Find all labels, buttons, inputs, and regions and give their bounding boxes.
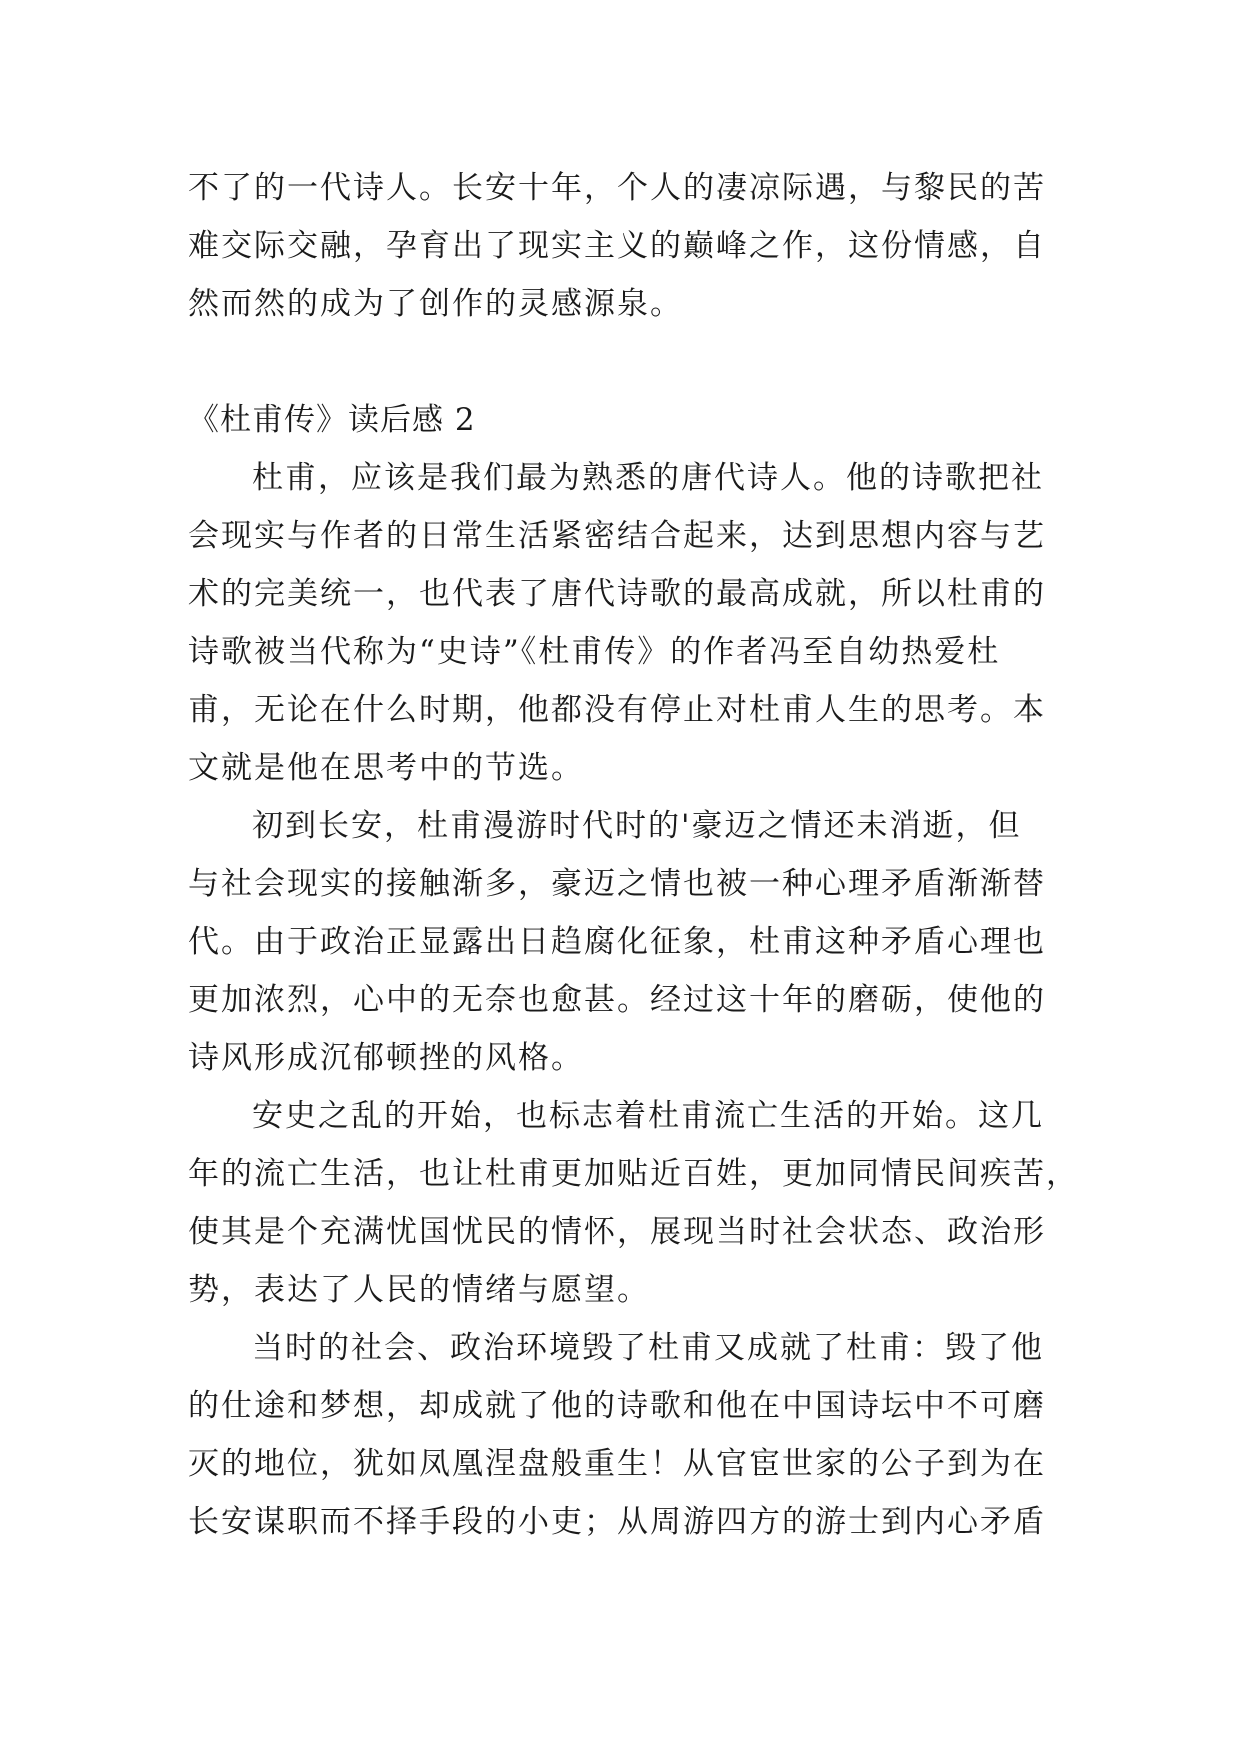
text-line: 当时的社会、政治环境毁了杜甫又成就了杜甫：毁了他: [252, 1330, 1044, 1366]
text-line: 杜甫，应该是我们最为熟悉的唐代诗人。他的诗歌把社: [252, 460, 1044, 496]
text-line: 文就是他在思考中的节选。: [188, 750, 584, 786]
text-line: 灭的地位，犹如凤凰涅盘般重生！从官宦世家的公子到为在: [188, 1446, 1046, 1482]
text-line: 势，表达了人民的情绪与愿望。: [188, 1272, 650, 1308]
text-line: 诗风形成沉郁顿挫的风格。: [188, 1040, 584, 1076]
text-line: 诗歌被当代称为“史诗”《杜甫传》的作者冯至自幼热爱杜: [188, 634, 1001, 670]
text-line: 难交际交融，孕育出了现实主义的巅峰之作，这份情感，自: [188, 228, 1046, 264]
text-line: 长安谋职而不择手段的小吏；从周游四方的游士到内心矛盾: [188, 1504, 1046, 1540]
text-line: 会现实与作者的日常生活紧密结合起来，达到思想内容与艺: [188, 518, 1046, 554]
document-page: [188, 159, 1079, 1551]
paragraph-4: [188, 1319, 1053, 1551]
paragraph-1: [188, 449, 1053, 797]
text-line: 安史之乱的开始，也标志着杜甫流亡生活的开始。这几: [252, 1098, 1044, 1134]
text-line: 甫，无论在什么时期，他都没有停止对杜甫人生的思考。本: [188, 692, 1046, 728]
paragraph-3: [188, 1087, 1079, 1319]
text-line: 使其是个充满忧国忧民的情怀，展现当时社会状态、政治形: [188, 1214, 1046, 1250]
text-line: 的仕途和梦想，却成就了他的诗歌和他在中国诗坛中不可磨: [188, 1388, 1046, 1424]
text-line: 然而然的成为了创作的灵感源泉。: [188, 286, 683, 322]
text-line: 代。由于政治正显露出日趋腐化征象，杜甫这种矛盾心理也: [188, 924, 1046, 960]
text-line: 更加浓烈，心中的无奈也愈甚。经过这十年的磨砺，使他的: [188, 982, 1046, 1018]
section-gap: [188, 333, 1053, 391]
text-line: 不了的一代诗人。长安十年，个人的凄凉际遇，与黎民的苦: [188, 170, 1046, 206]
paragraph-2: [188, 797, 1053, 1087]
text-line: 术的完美统一，也代表了唐代诗歌的最高成就，所以杜甫的: [188, 576, 1046, 612]
text-line: 初到长安，杜甫漫游时代时的'豪迈之情还未消逝，但: [252, 808, 1022, 844]
text-line: 与社会现实的接触渐多，豪迈之情也被一种心理矛盾渐渐替: [188, 866, 1046, 902]
text-line: 年的流亡生活，也让杜甫更加贴近百姓，更加同情民间疾苦，: [188, 1156, 1079, 1192]
section-heading: 《杜甫传》读后感 2: [188, 402, 476, 438]
continuation-paragraph: [188, 159, 1053, 333]
